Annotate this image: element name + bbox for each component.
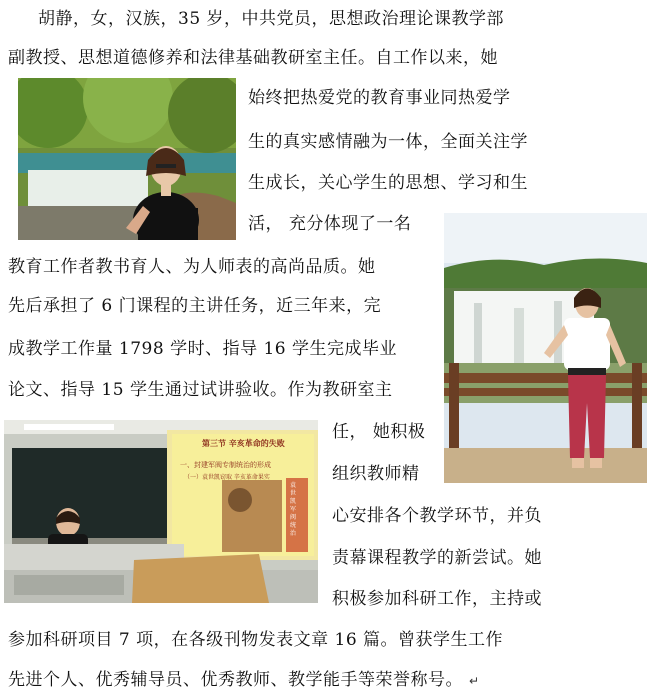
text-line-4: 生的真实感情融为一体，全面关注学 xyxy=(248,132,528,152)
text-line-1: 胡静，女，汉族，35 岁，中共党员，思想政治理论课教学部 xyxy=(38,9,505,29)
text-line-6: 活， 充分体现了一名 xyxy=(248,214,412,234)
slide-side-text: 袁世凯 军阀统治 xyxy=(290,482,297,537)
text-line-7: 教育工作者教书育人、为人师表的高尚品质。她 xyxy=(8,257,376,277)
photo-large-waterfall-image xyxy=(444,213,647,483)
paragraph-mark: ↵ xyxy=(469,674,480,688)
text-line-11: 任， 她积极 xyxy=(332,422,426,442)
photo-waterfall-portrait-image xyxy=(18,78,236,240)
slide-section: 第三节 辛亥革命的失败 xyxy=(202,438,285,448)
text-line-16: 参加科研项目 7 项，在各级刊物发表文章 16 篇。曾获学生工作 xyxy=(8,630,504,650)
photo-waterfall-portrait xyxy=(18,78,236,240)
slide-sub: （一）袁世凯窃取 辛亥革命果实 xyxy=(184,474,270,481)
text-line-8: 先后承担了 6 门课程的主讲任务，近三年来，完 xyxy=(8,296,382,316)
text-line-12: 组织教师精 xyxy=(332,464,420,484)
text-line-5: 生成长，关心学生的思想、学习和生 xyxy=(248,173,528,193)
text-line-15: 积极参加科研工作，主持或 xyxy=(332,589,542,609)
text-line-14: 责幕课程教学的新尝试。她 xyxy=(332,548,542,568)
text-line-9: 成教学工作量 1798 学时、指导 16 学生完成毕业 xyxy=(8,339,398,359)
text-line-3: 始终把热爱党的教育事业同热爱学 xyxy=(248,88,511,108)
text-line-2: 副教授、思想道德修养和法律基础教研室主任。自工作以来，她 xyxy=(8,48,498,68)
slide-heading: 一、封建军阀专制统治的形成 xyxy=(180,461,271,469)
text-line-13: 心安排各个教学环节，并负 xyxy=(332,506,542,526)
text-line-10: 论文、指导 15 学生通过试讲验收。作为教研室主 xyxy=(8,380,393,400)
photo-large-waterfall xyxy=(444,213,647,483)
text-line-17: 先进个人、优秀辅导员、优秀教师、教学能手等荣誉称号。 ↵ xyxy=(8,670,480,690)
photo-classroom xyxy=(4,420,318,603)
